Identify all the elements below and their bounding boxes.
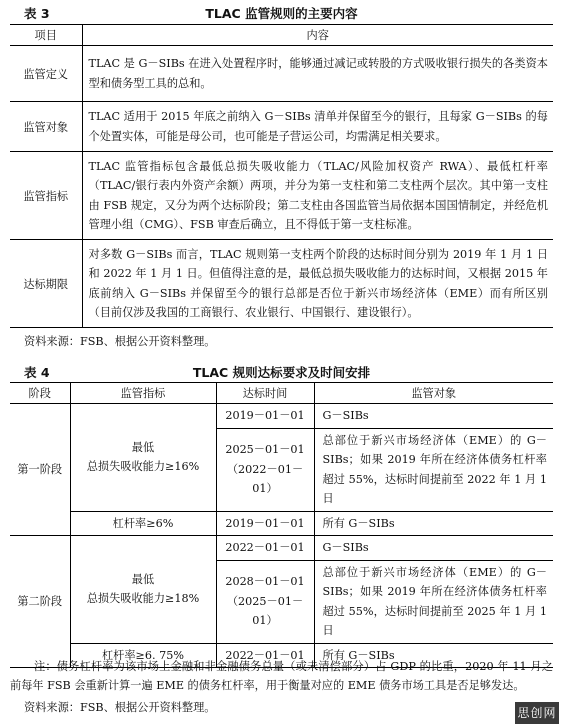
row-content: TLAC 是 G－SIBs 在进入处置程序时，能够通过减记或转股的方式吸收银行损失的各类资本型和债务型工具的总和。 (82, 46, 553, 102)
table4-header-indicator: 监管指标 (70, 383, 216, 404)
table-row (10, 404, 553, 429)
phase2-object-1: G－SIBs (314, 536, 553, 561)
phase2-time-1: 2022－01－01 (216, 536, 314, 561)
table3 (10, 24, 553, 328)
phase2-indicator-leverage: 杠杆率≥6. 75% (70, 643, 216, 668)
phase1-indicator-tlac (70, 404, 216, 512)
watermark-logo: 思创网 (515, 702, 559, 724)
row-content: 对多数 G－SIBs 而言，TLAC 规则第一支柱两个阶段的达标时间分别为 2019 年 1 月 1 日和 2022 年 1 月 1 日。但值得注意的是，最低总损失吸收能力的达标时间，又根据 2015 年底前纳入 G－SIBs 并保留至今的银行总部是否位于新兴市场经济体（EME）而有所区别（目前仅涉及我国的工商银行、农业银行、中国银行、建设银行）。 (82, 240, 553, 328)
phase1-time-2 (216, 428, 314, 511)
phase2-time-2 (216, 560, 314, 643)
table4-header-phase: 阶段 (10, 383, 70, 404)
table4-header-row (10, 383, 553, 404)
row-item: 监管定义 (10, 46, 82, 102)
table-row (10, 46, 553, 102)
row-item: 监管指标 (10, 152, 82, 240)
phase1-indicator-leverage: 杠杆率≥6% (70, 511, 216, 536)
table3-number: 表 3 (24, 6, 50, 21)
table3-header-row (10, 25, 553, 46)
table3-title: TLAC 监管规则的主要内容 (205, 6, 358, 21)
phase1-time-1: 2019－01－01 (216, 404, 314, 429)
table-row (10, 240, 553, 328)
row-item: 监管对象 (10, 102, 82, 152)
phase2-time-2b: （2025－01－01） (226, 594, 304, 628)
table-row (10, 102, 553, 152)
phase1-object-3: 所有 G－SIBs (314, 511, 553, 536)
phase1-label: 第一阶段 (10, 404, 70, 536)
phase2-object-3: 所有 G－SIBs (314, 643, 553, 668)
phase2-label: 第二阶段 (10, 536, 70, 668)
row-content: TLAC 监管指标包含最低总损失吸收能力（TLAC/风险加权资产 RWA）、最低杠杆率（TLAC/银行表内外资产余额）两项，并分为第一支柱和第二支柱两个层次。其中第一支柱由 FSB 规定，又分为两个达标阶段；第二支柱由各国监管当局依据本国国情制定，并经危机管理小组（CMG）、FSB 审查后确立，且不得低于第一支柱标准。 (82, 152, 553, 240)
phase1-object-2: 总部位于新兴市场经济体（EME）的 G－SIBs；如果 2019 年所在经济体债务杠杆率超过 55%，达标时间提前至 2022 年 1 月 1 日 (314, 428, 553, 511)
table4 (10, 382, 553, 668)
phase1-time-3: 2019－01－01 (216, 511, 314, 536)
table3-header-content: 内容 (82, 25, 553, 46)
phase2-object-2: 总部位于新兴市场经济体（EME）的 G－SIBs；如果 2019 年所在经济体债务杠杆率超过 55%，达标时间提前至 2025 年 1 月 1 日 (314, 560, 553, 643)
table3-header-item: 项目 (10, 25, 82, 46)
row-item: 达标期限 (10, 240, 82, 328)
phase2-indicator-tlac (70, 536, 216, 644)
table4-caption (0, 361, 563, 381)
phase2-indicator-line2: 总损失吸收能力≥18% (86, 592, 200, 606)
phase2-time-3: 2022－01－01 (216, 643, 314, 668)
table-row (10, 511, 553, 536)
phase2-indicator-line1: 最低 (131, 572, 155, 586)
phase1-time-2a: 2025－01－01 (225, 443, 305, 457)
table3-caption (0, 2, 563, 22)
table4-number: 表 4 (24, 365, 50, 380)
phase2-time-2a: 2028－01－01 (225, 575, 305, 589)
phase1-indicator-line1: 最低 (131, 440, 155, 454)
table4-header-time: 达标时间 (216, 383, 314, 404)
table4-title: TLAC 规则达标要求及时间安排 (192, 365, 371, 380)
table3-source: 资料来源：FSB、根据公开资料整理。 (24, 335, 216, 348)
phase1-time-2b: （2022－01－01） (226, 462, 304, 496)
phase1-indicator-line2: 总损失吸收能力≥16% (86, 460, 200, 474)
table4-source: 资料来源：FSB、根据公开资料整理。 (24, 701, 216, 714)
table4-header-object: 监管对象 (314, 383, 553, 404)
table-row (10, 536, 553, 561)
phase1-object-1: G－SIBs (314, 404, 553, 429)
table-row (10, 152, 553, 240)
row-content: TLAC 适用于 2015 年底之前纳入 G－SIBs 清单并保留至今的银行，且每家 G－SIBs 的每个处置实体，可能是母公司，也可能是子营运公司，均需满足相关要求。 (82, 102, 553, 152)
table4-note: 注：债务杠杆率为该市场上金融和非金融债务总量（或未清偿部分）占 GDP 的比重，2020 年 11 月之前每年 FSB 会重新计算一遍 EME 的债务杠杆率，用于衡量对应的 EME 债务市场工具是否足够发达。 (10, 660, 553, 692)
